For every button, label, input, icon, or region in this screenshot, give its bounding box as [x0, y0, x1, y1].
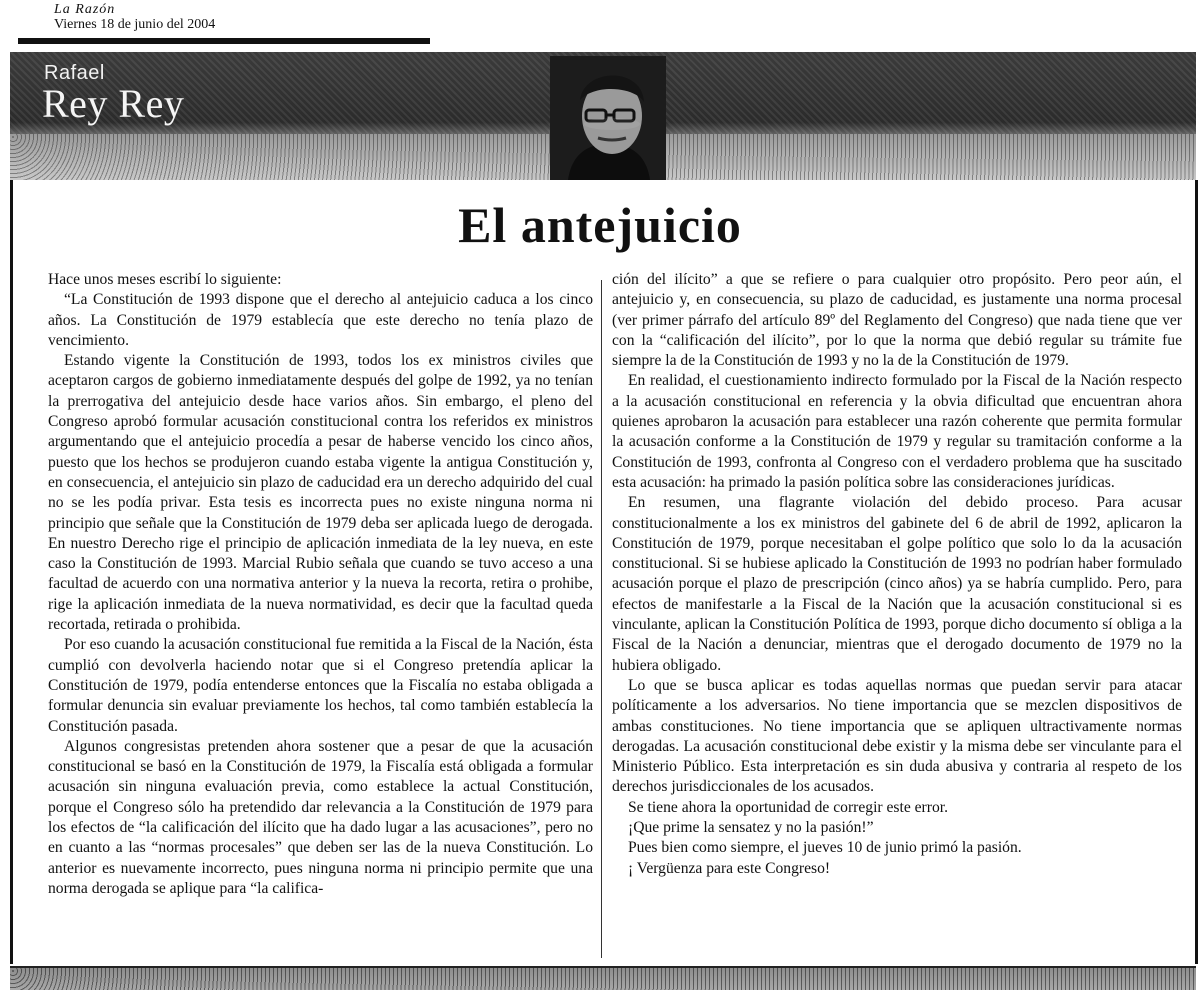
masthead-rule — [18, 38, 430, 44]
paragraph: Estando vigente la Constitución de 1993, todos los ex ministros civiles que aceptaron cargos de gobierno inmediatamente después del golpe de 1992, ya no tenían la prerrogativa del antejuicio desde hace varios años. Sin embargo, el pleno del Congreso aprobó formular acusación constitucional contra los referidos ex ministros argumentando que el antejuicio procedía a pesar de haberse vencido los cinco años, puesto que los hechos se produjeron cuando estaba vigente la antigua Constitución y, en consecuencia, el antejuicio sin plazo de caducidad era un derecho adquirido del cual no se les podía privar. Esta tesis es incorrecta pues no existe ninguna norma ni principio que señale que la Constitución de 1979 deba ser aplicada luego de derogada. En nuestro Derecho rige el principio de aplicación inmediata de la ley nueva, en este caso la Constitución de 1993. Marcial Rubio señala que cuando se tuvo acceso a una facultad de acuerdo con una normativa anterior y la nueva la recorta, retira o prohibe, rige la aplicación inmediata de la nueva normatividad, es decir que la facultad queda recortada, retirada o prohibida. — [48, 352, 593, 634]
author-first-name: Rafael — [44, 62, 105, 84]
masthead — [54, 2, 215, 32]
paragraph: “La Constitución de 1993 dispone que el derecho al antejuicio caduca a los cinco años. La Constitución de 1979 establecía que este derecho no tenía plazo de vencimiento. — [48, 291, 593, 349]
newspaper-name: La Razón — [54, 2, 116, 17]
paragraph: Algunos congresistas pretenden ahora sostener que a pesar de que la acusación constitucional se basó en la Constitución de 1979, la Fiscalía está obligada a formular acusación sin ninguna evaluación previa, como establece la actual Constitución, porque el Congreso sólo ha pretendido dar relevancia a la Constitución de 1979 para los efectos de “la calificación del ilícito que ha dado lugar a las acusaciones”, pero no en cuanto a las “normas procesales” que deben ser las de la nueva Constitución. Lo anterior es nuevamente incorrecto, pues ninguna norma ni principio permite que una norma derogada se aplique para “la califica- — [48, 737, 593, 897]
paragraph: ¡Que prime la sensatez y no la pasión!” — [628, 819, 874, 837]
paragraph: Hace unos meses escribí lo siguiente: — [48, 271, 282, 288]
article-column-right — [612, 270, 1182, 879]
paragraph: ción del ilícito” a que se refiere o para cualquier otro propósito. Pero peor aún, el antejuicio y, en consecuencia, su plazo de caducidad, es justamente una norma procesal (ver primer párrafo del artículo 89º del Reglamento del Congreso) que nada tiene que ver con la “calificación del ilícito”, por lo que la norma que debió regular su trámite fue siempre la de la Constitución de 1993 y no la de la Constitución de 1979. — [612, 271, 1182, 370]
paragraph: Lo que se busca aplicar es todas aquellas normas que puedan servir para atacar políticamente a los adversarios. No tiene importancia que se mezclen dispositivos de ambas constituciones. No tiene importancia que se apliquen ultractivamente normas derogadas. La acusación constitucional debe existir y la misma debe ser vinculante para el Ministerio Público. Esta interpretación es sin duda abusiva y contraria al respeto de los derechos jurisdiccionales de los acusados. — [612, 676, 1182, 796]
paragraph: Pues bien como siempre, el jueves 10 de junio primó la pasión. — [628, 839, 1022, 857]
author-last-name: Rey Rey — [42, 81, 185, 126]
paragraph: En resumen, una flagrante violación del debido proceso. Para acusar constitucionalmente a los ex ministros del gabinete del 6 de abril de 1992, aplicaron la Constitución de 1979, porque necesitaban el golpe político que solo lo da la acusación constitucional. Si se hubiese aplicado la Constitución de 1993 no podrían haber formulado acusación porque el plazo de prescripción (cinco años) ya se habría cumplido. Pero, para efectos de manifestarle a la Fiscal de la Nación que la acusación constitucional si es vinculante, aplican la Constitución Política de 1993, porque dicho documento sí obliga a la Fiscal de la Nación a denunciar, mientras que el derogado documento de 1979 no la hubiera obligado. — [612, 494, 1182, 674]
publication-date: Viernes 18 de junio del 2004 — [54, 17, 216, 32]
column-divider — [601, 280, 602, 958]
paragraph: ¡ Vergüenza para este Congreso! — [628, 859, 831, 877]
article-headline: El antejuicio — [458, 197, 742, 253]
author-portrait — [550, 56, 666, 180]
footer-texture-band — [10, 966, 1196, 990]
article-column-left — [48, 270, 593, 899]
columnist-banner — [10, 52, 1196, 180]
paragraph: Se tiene ahora la oportunidad de corregir este error. — [628, 798, 948, 816]
paragraph: En realidad, el cuestionamiento indirecto formulado por la Fiscal de la Nación respecto a la acusación constitucional en referencia y la obvia dificultad que encuentran ahora quienes aprobaron la acusación para establecer una razón coherente que permita formular la acusación conforme a la Constitución de 1979 y regular su tramitación conforme a la Constitución de 1993, confronta al Congreso con el verdadero problema que ha suscitado esta acusación: ha primado la pasión política sobre las consideraciones jurídicas. — [612, 372, 1182, 491]
paragraph: Por eso cuando la acusación constitucional fue remitida a la Fiscal de la Nación, ésta cumplió con devolverla haciendo notar que si el Congreso pretendía aplicar la Constitución de 1979, podía entenderse entonces que la Fiscalía no estaba obligada a formular denuncia sin evaluar previamente los hechos, tal como también establecía la Constitución pasada. — [48, 636, 593, 735]
